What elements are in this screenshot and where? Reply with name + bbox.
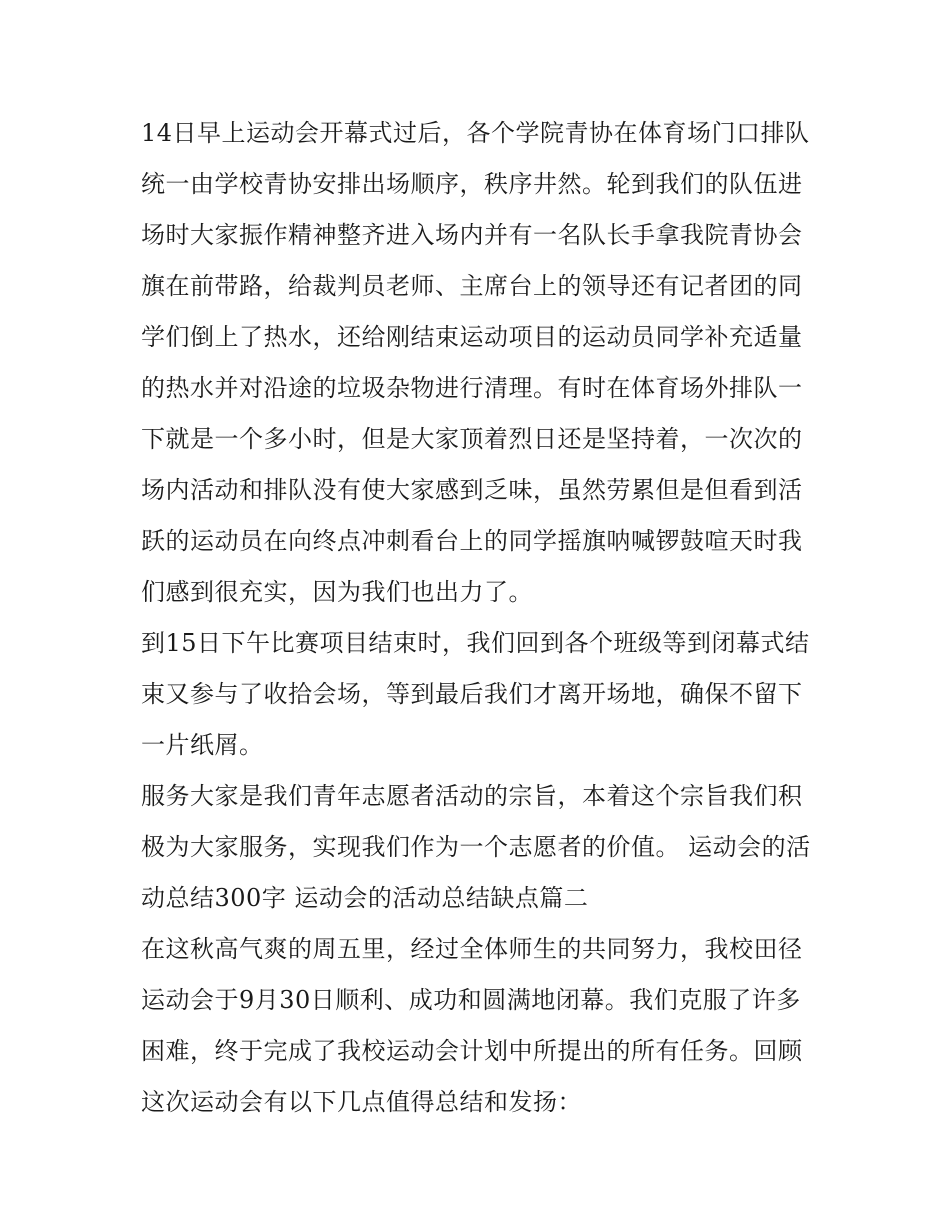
- paragraph-closing-ceremony-cleanup: 到15日下午比赛项目结束时，我们回到各个班级等到闭幕式结束又参与了收拾会场，等到最后我们才离开场地，确保不留下一片纸屑。: [141, 629, 810, 759]
- paragraph-sports-meet-summary: 在这秋高气爽的周五里，经过全体师生的共同努力，我校田径运动会于9月30日顺利、成功和圆满地闭幕。我们克服了许多困难，终于完成了我校运动会计划中所提出的所有任务。回顾这次运动会有以下几点值得总结和发扬：: [141, 935, 803, 1116]
- paragraph-volunteer-service-opening: 14日早上运动会开幕式过后，各个学院青协在体育场门口排队统一由学校青协安排出场顺序，秩序井然。轮到我们的队伍进场时大家振作精神整齐进入场内并有一名队长手拿我院青协会旗在前带路，给裁判员老师、主席台上的领导还有记者团的同学们倒上了热水，还给刚结束运动项目的运动员同学补充适量的热水并对沿途的垃圾杂物进行清理。有时在体育场外排队一下就是一个多小时，但是大家顶着烈日还是坚持着，一次次的场内活动和排队没有使大家感到乏味，虽然劳累但是但看到活跃的运动员在向终点冲刺看台上的同学摇旗呐喊锣鼓喧天时我们感到很充实，因为我们也出力了。: [141, 119, 810, 606]
- paragraph-service-purpose-and-heading: 服务大家是我们青年志愿者活动的宗旨，本着这个宗旨我们积极为大家服务，实现我们作为一个志愿者的价值。 运动会的活动总结300字 运动会的活动总结缺点篇二: [141, 782, 811, 912]
- document-body: [141, 108, 821, 1128]
